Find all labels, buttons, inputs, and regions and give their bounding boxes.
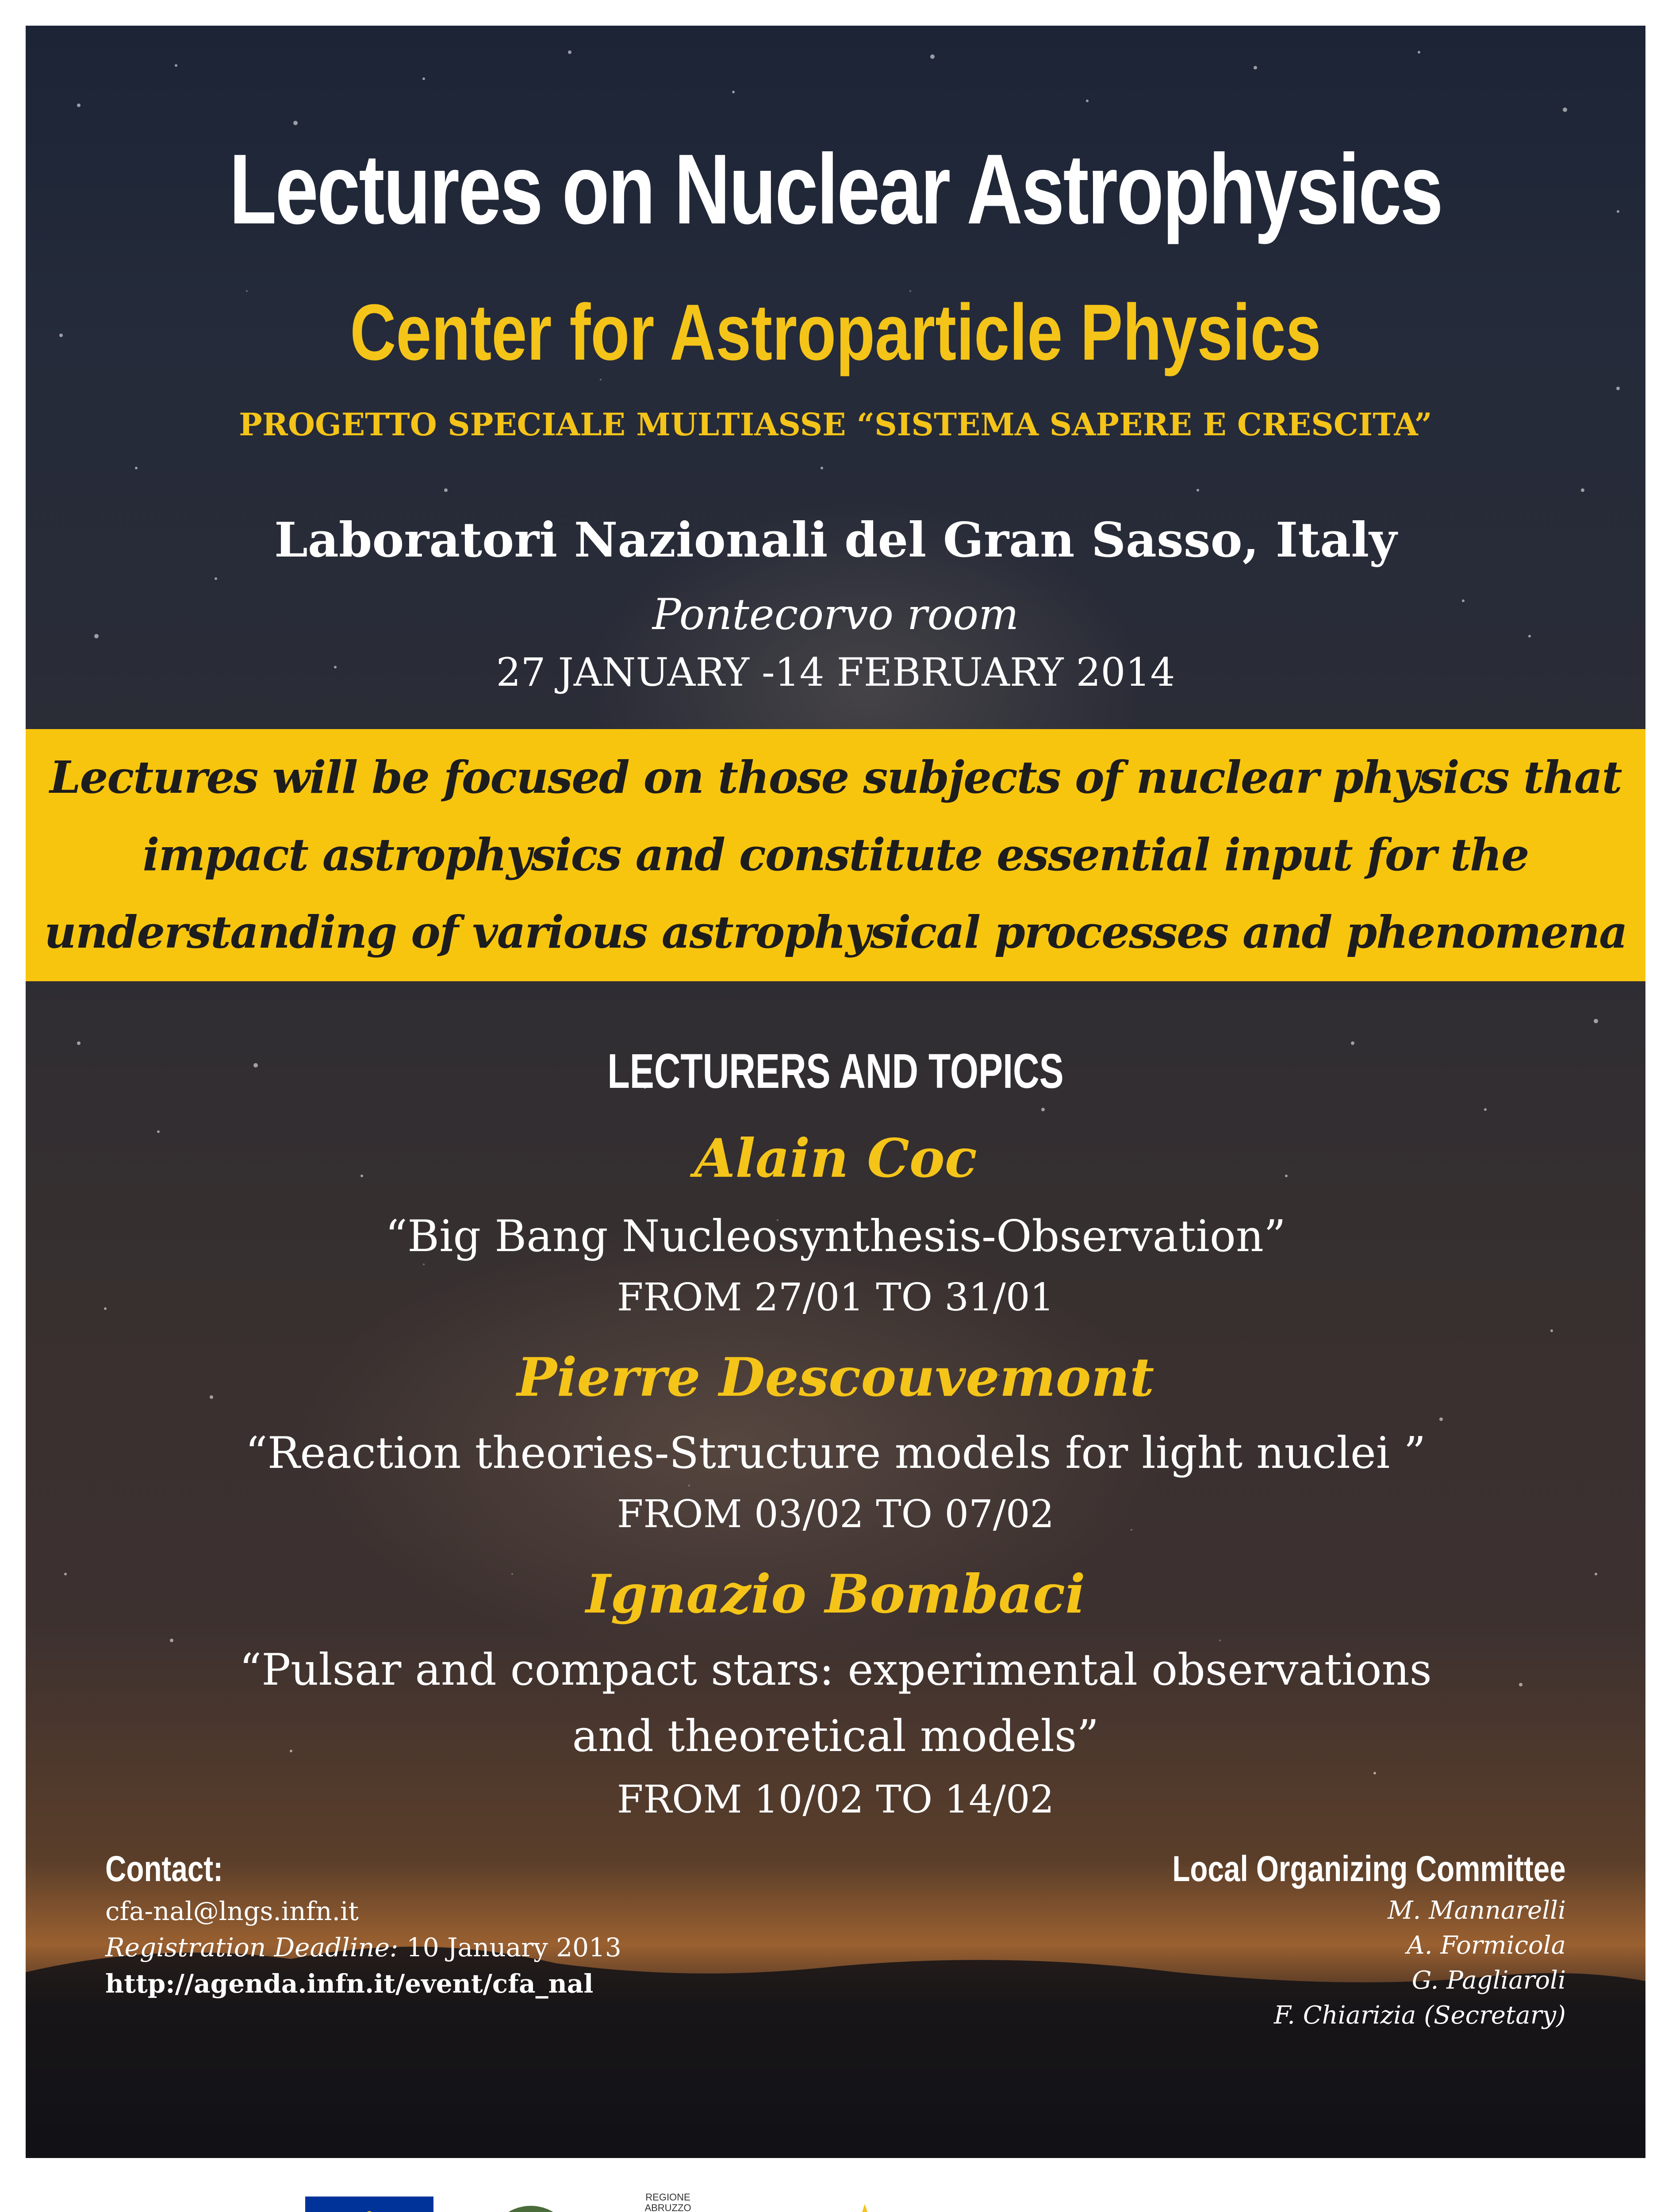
project-name: PROGETTO SPECIALE MULTIASSE “SISTEMA SAPERE E CRESCITA” [239,406,1432,443]
abruzzo-caption-line: REGIONE [645,2192,690,2203]
abruzzo-caption [628,2192,708,2212]
italian-emblem-icon [482,2201,579,2212]
description-line: understanding of various astrophysical processes and phenomena [44,906,1627,958]
event-dates: 27 JANUARY -14 FEBRUARY 2014 [496,649,1175,695]
registration-deadline [105,1932,621,1962]
committee-member: A. Formicola [1407,1931,1566,1960]
fse-logo [770,2203,894,2212]
eu-logo [305,2197,438,2212]
deadline-label: Registration Deadline: [105,1932,399,1962]
abruzzo-caption-line: ABRUZZO [644,2202,691,2212]
organizing-committee [1074,1848,1566,2030]
room: Pontecorvo room [652,590,1019,639]
sponsor-footer [0,2168,1672,2212]
description-line: Lectures will be focused on those subjects of nuclear physics that [50,751,1622,803]
committee-member: F. Chiarizia (Secretary) [1274,2001,1566,2030]
description-line: impact astrophysics and constitute essential input for the [142,829,1529,881]
eu-flag [305,2197,433,2212]
lecture-dates: FROM 03/02 TO 07/02 [617,1492,1055,1536]
italian-emblem [482,2201,579,2212]
poster-background [26,26,1645,2158]
lecture-topic: “Pulsar and compact stars: experimental observations [239,1645,1432,1695]
abruzzo-logo [628,2192,708,2212]
committee-heading: Local Organizing Committee [1172,1849,1566,1889]
infn-logo-mark [49,2203,261,2212]
lecture-dates: FROM 27/01 TO 31/01 [617,1275,1055,1320]
star-icon [849,2203,880,2212]
lecturer-name: Pierre Descouvemont [517,1346,1154,1409]
lecture-topic: “Big Bang Nucleosynthesis-Observation” [385,1211,1286,1262]
venue: Laboratori Nazionali del Gran Sasso, Italy [274,512,1397,568]
event-url[interactable]: http://agenda.infn.it/event/cfa_nal [105,1969,594,1999]
infn-logo [49,2203,261,2212]
contact-block [105,1848,621,1999]
deadline-value: 10 January 2013 [406,1932,621,1962]
lecturer-name: Ignazio Bombaci [586,1563,1085,1625]
committee-member: M. Mannarelli [1388,1896,1566,1925]
committee-member: G. Pagliaroli [1411,1966,1566,1995]
description-band [26,729,1645,981]
lecture-topic: and theoretical models” [572,1711,1099,1762]
lecture-dates: FROM 10/02 TO 14/02 [617,1778,1055,1822]
lecturer-name: Alain Coc [694,1127,977,1190]
contact-email[interactable]: cfa-nal@lngs.infn.it [105,1896,359,1926]
poster-subtitle: Center for Astroparticle Physics [350,288,1321,377]
lecture-topic: “Reaction theories-Structure models for light nuclei ” [245,1428,1426,1479]
lecturers-heading: LECTURERS AND TOPICS [607,1044,1064,1098]
poster-title: Lectures on Nuclear Astrophysics [229,133,1442,245]
contact-heading: Contact: [105,1849,223,1889]
